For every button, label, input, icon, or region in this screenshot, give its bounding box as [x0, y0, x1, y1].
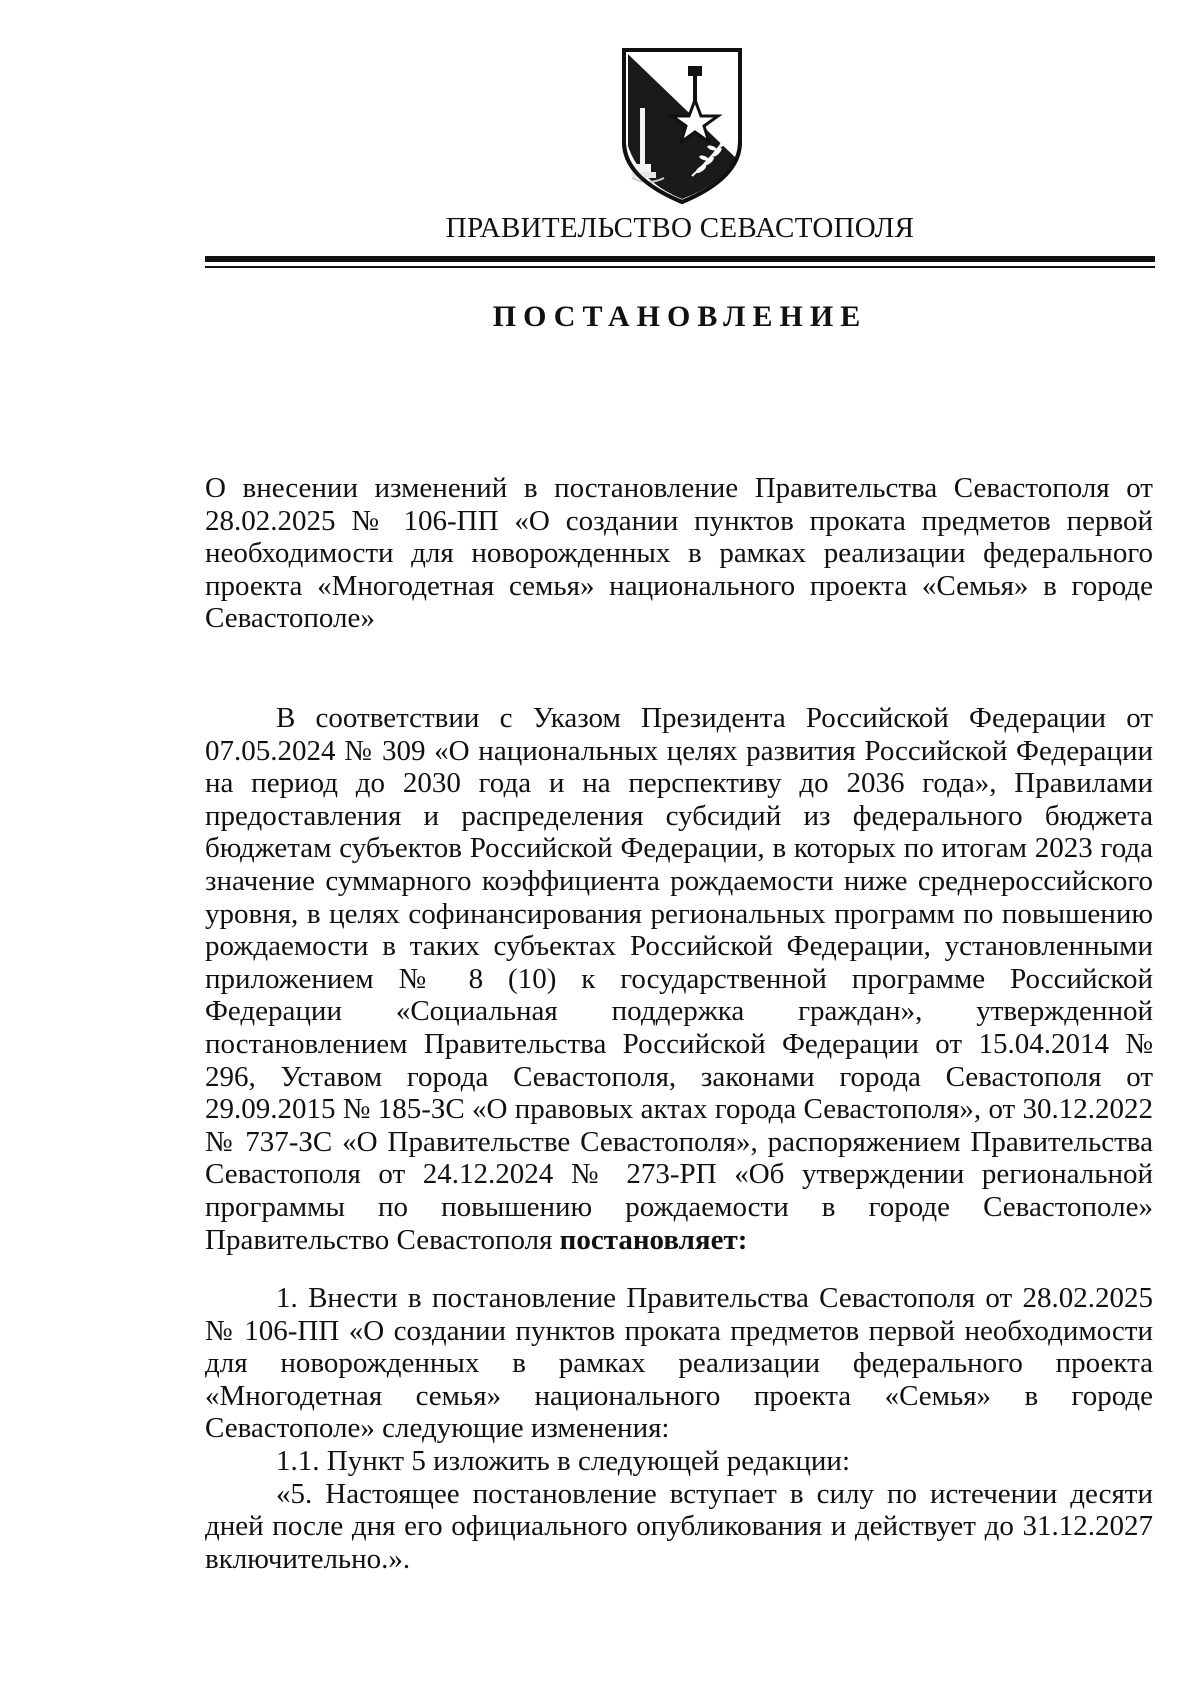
header-rule-thin — [205, 266, 1155, 268]
decision-word: постановляет: — [559, 1223, 748, 1256]
item-1-1-new-text: «5. Настоящее постановление вступает в силу по истечении десяти дней после дня его официального опубликования и действует до 31.12.2027 включительно.». — [205, 1477, 1153, 1575]
header-rule-thick — [205, 256, 1155, 262]
preamble-text: В соответствии с Указом Президента Российской Федерации от 07.05.2024 № 309 «О национальных целях развития Российской Федерации на период до 2030 года и на перспективу до 2036 года», Правилами предоставления и распределения субсидий из федерального бюджета бюджетам субъектов Российской Федерации, в которых по итогам 2023 года значение суммарного коэффициента рождаемости ниже среднероссийского уровня, в целях софинансирования региональных программ по повышению рождаемости в таких субъектах Российской Федерации, установленными приложением № 8 (10) к государственной программе Российской Федерации «Социальная поддержка граждан», утвержденной постановлением Правительства Российской Федерации от 15.04.2014 № 296, Уставом города Севастополя, законами города Севастополя от 29.09.2015 № 185-ЗС «О правовых актах города Севастополя», от 30.12.2022 № 737-ЗС «О Правительстве Севастополя», распоряжением Правительства Севастополя от 24.12.2024 № 273-РП «Об утверждении региональной программы по повышению рождаемости в городе Севастополе» Правительство Севастополя — [205, 702, 1153, 1256]
preamble — [205, 702, 1153, 1256]
resolution-items — [205, 1282, 1153, 1575]
document-type-title: ПОСТАНОВЛЕНИЕ — [492, 300, 868, 333]
item-1-1: 1.1. Пункт 5 изложить в следующей редакции: — [276, 1444, 851, 1477]
organization-name: ПРАВИТЕЛЬСТВО СЕВАСТОПОЛЯ — [445, 212, 915, 244]
sevastopol-coat-of-arms-icon — [618, 46, 746, 206]
item-1: 1. Внести в постановление Правительства Севастополя от 28.02.2025 № 106-ПП «О создании пунктов проката предметов первой необходимости для новорожденных в рамках реализации федерального проекта «Многодетная семья» национального проекта «Семья» в городе Севастополе» следующие изменения: — [205, 1282, 1153, 1445]
subject-text: О внесении изменений в постановление Правительства Севастополя от 28.02.2025 № 106-ПП «О создании пунктов проката предметов первой необходимости для новорожденных в рамках реализации федерального проекта «Многодетная семья» национального проекта «Семья» в городе Севастополе» — [205, 472, 1153, 635]
document-subject — [205, 472, 1153, 635]
preamble-paragraph — [205, 702, 1153, 1256]
